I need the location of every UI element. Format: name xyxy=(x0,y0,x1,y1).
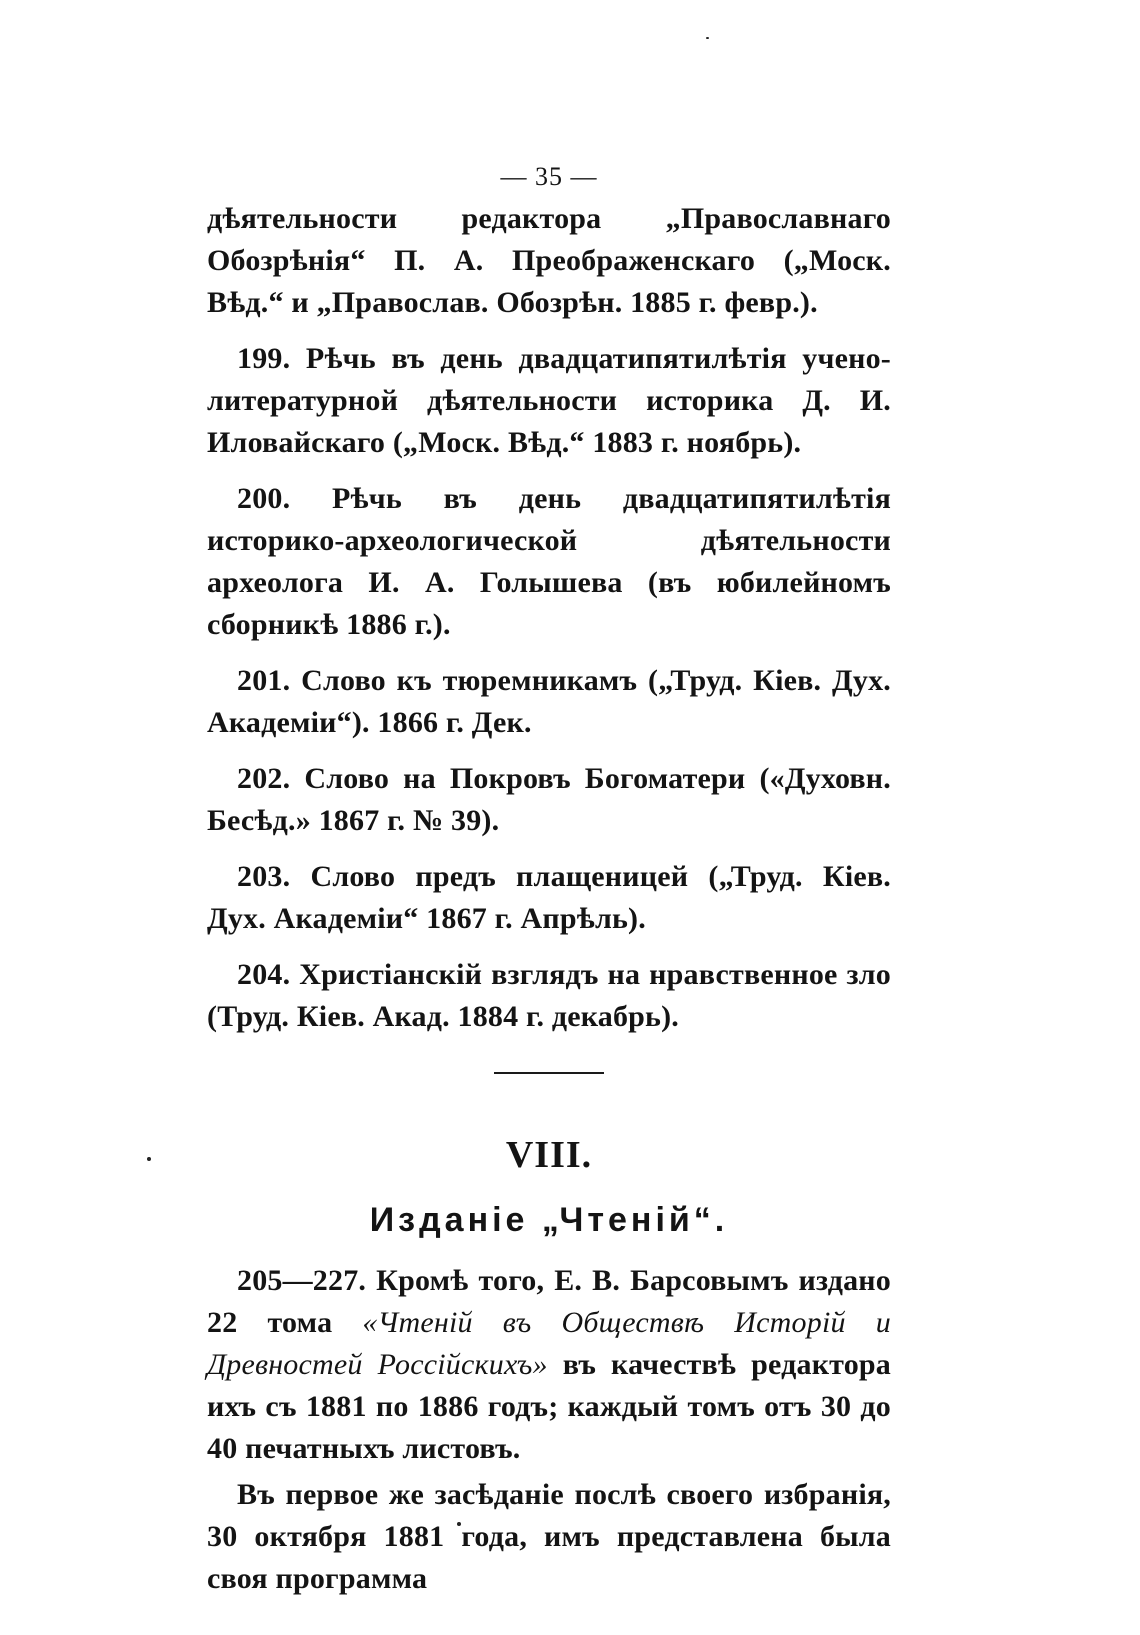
body-paragraph: Въ первое же засѣданiе послѣ своего избранiя, 30 октября 1881 года, имъ представлена была своя программа xyxy=(207,1478,891,1595)
bibliography-entry: 203. Слово предъ плащеницей („Труд. Кiев. Дух. Академiи“ 1867 г. Апрѣль). xyxy=(207,860,891,935)
section-title: Изданiе „Чтенiй“. xyxy=(369,1201,729,1239)
body-paragraph xyxy=(207,1260,891,1470)
page-number: — 35 — xyxy=(500,162,598,191)
section-divider xyxy=(494,1072,604,1074)
section-number: VIII. xyxy=(505,1134,593,1176)
scan-speck xyxy=(147,1157,151,1161)
continuation-paragraph: дѣятельности редактора „Православнаго Обозрѣнія“ П. А. Преображенскаго („Моск. Вѣд.“ и „Православ. Обозрѣн. 1885 г. февр.). xyxy=(207,202,891,319)
bibliography-entry: 200. Рѣчь въ день двадцатипятилѣтія историко-археологической дѣятельности археолога И. А. Голышева (въ юбилейномъ сборникѣ 1886 г.). xyxy=(207,482,891,641)
body-paragraph-start: 205—227. Кромѣ того, Е. В. Барсовымъ издано 22 тома xyxy=(207,1264,891,1339)
bibliography-entry: 201. Слово къ тюремникамъ („Труд. Кiев. Дух. Академiи“). 1866 г. Дек. xyxy=(207,664,891,739)
bibliography-entry: 199. Рѣчь въ день двадцатипятилѣтія учено-литературной дѣятельности историка Д. И. Иловайскаго („Моск. Вѣд.“ 1883 г. ноябрь). xyxy=(207,342,891,459)
journal-title: «Чтенiй въ Обществѣ Исторiй и Древностей Россiйскихъ» xyxy=(207,1306,891,1381)
scan-speck xyxy=(706,37,709,39)
bibliography-entry: 204. Христiанскiй взглядъ на нравственное зло (Труд. Кiев. Акад. 1884 г. декабрь). xyxy=(207,958,891,1033)
bibliography-entry: 202. Слово на Покровъ Богоматери («Духовн. Бесѣд.» 1867 г. № 39). xyxy=(207,762,891,837)
body-paragraph-end: въ качествѣ редактора ихъ съ 1881 по 1886 годъ; каждый томъ отъ 30 до 40 печатныхъ листовъ. xyxy=(207,1348,892,1465)
text-column xyxy=(207,160,891,1600)
